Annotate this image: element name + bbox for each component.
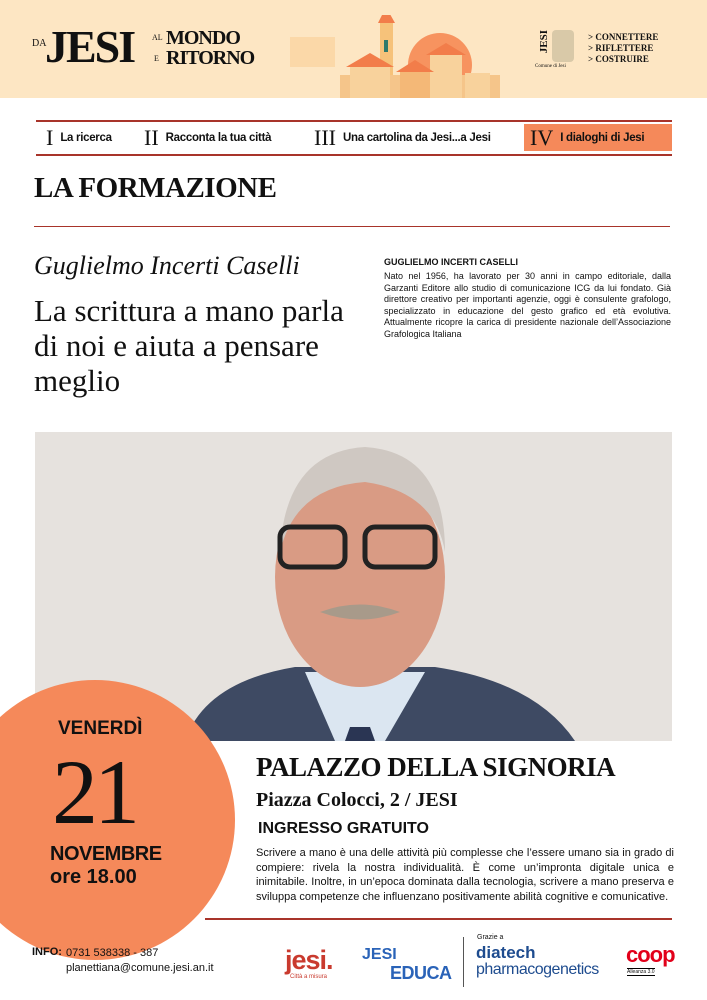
logo-coop-sub: Alleanza 3.0: [627, 969, 655, 975]
comune-logo-text: JESI: [538, 30, 550, 54]
talk-title: La scrittura a mano parla di noi e aiuta a pensare meglio: [34, 293, 344, 398]
info-label: INFO:: [32, 946, 62, 958]
divider: [463, 937, 464, 987]
divider: [34, 226, 670, 227]
header-e: E: [154, 54, 159, 63]
logo-pharmacogenetics: pharmacogenetics: [476, 961, 599, 978]
nav-item-la-ricerca[interactable]: [40, 124, 118, 151]
nav-label: I dialoghi di Jesi: [560, 131, 645, 144]
mottos: [588, 32, 658, 65]
lion-crest-icon: [552, 30, 574, 62]
date-time: ore 18.00: [50, 866, 137, 888]
nav-item-racconta[interactable]: [138, 124, 277, 151]
divider: [36, 120, 672, 122]
thanks-label: Grazie a: [477, 934, 504, 941]
logo-educa-top: JESI: [362, 946, 397, 963]
date-weekday: VENERDÌ: [58, 718, 143, 739]
motto: > RIFLETTERE: [588, 43, 654, 53]
logo-jesi-sub: Città a misura: [290, 974, 328, 980]
nav-num: III: [314, 124, 336, 150]
motto: > CONNETTERE: [588, 32, 659, 42]
event-description: Scrivere a mano è una delle attività più complesse che l’essere umano sia in grado di compiere: rivela la nostra individualità. È come un’impronta digitale unica e inimitabile. Inoltre, in un’epoca dominata dalla tecnologia, scrivere a mano preserva e sviluppa competenze che influenzano positivamente abilità cognitive e comunicative.: [256, 847, 674, 903]
contact-info: [66, 946, 214, 976]
nav-num: I: [46, 124, 54, 150]
header-al: AL: [152, 33, 163, 42]
section-title: LA FORMAZIONE: [34, 172, 277, 204]
email-link[interactable]: planettiana@comune.jesi.an.it: [66, 962, 214, 974]
nav-num: IV: [530, 124, 554, 150]
comune-label: Comune di Jesi: [535, 64, 566, 69]
nav-label: Racconta la tua città: [165, 131, 272, 144]
town-illustration: [290, 15, 510, 98]
header-banner: [0, 0, 707, 98]
logo-coop: coop: [626, 942, 675, 967]
bio-name: GUGLIELMO INCERTI CASELLI: [384, 257, 518, 267]
header-da: DA: [32, 38, 47, 49]
date-month: NOVEMBRE: [50, 843, 162, 865]
venue-address: Piazza Colocci, 2 / JESI: [256, 789, 458, 811]
divider: [36, 154, 672, 156]
nav-item-cartolina[interactable]: [308, 124, 497, 151]
phone: 0731 538338 - 387: [66, 947, 159, 959]
speaker-bio: [384, 257, 671, 341]
header-ritorno: RITORNO: [166, 47, 255, 69]
speaker-name: Guglielmo Incerti Caselli: [34, 251, 300, 280]
nav-label: Una cartolina da Jesi...a Jesi: [342, 131, 491, 144]
motto: > COSTRUIRE: [588, 54, 649, 64]
venue-name: PALAZZO DELLA SIGNORIA: [256, 752, 616, 782]
date-day: 21: [52, 741, 136, 843]
entry-label: INGRESSO GRATUITO: [258, 820, 429, 837]
header-jesi: JESI: [45, 21, 135, 72]
bio-text: Nato nel 1956, ha lavorato per 30 anni in campo editoriale, dalla Garzanti Editore allo studio di comunicazione ICG da lui fondato. Già direttore creativo per importanti agenzie, oggi è consulente grafologo, specializzato in educazione del gesto grafico ed età evolutiva. Attualmente ricopre la carica di presidente nazionale dell’Associazione Grafologica Italiana: [384, 271, 671, 339]
header-mondo: MONDO: [166, 27, 240, 49]
nav-label: La ricerca: [60, 131, 112, 144]
divider: [205, 918, 672, 920]
logo-jesi: jesi.: [285, 945, 333, 975]
logo-diatech: diatech: [476, 943, 536, 962]
nav-num: II: [144, 124, 159, 150]
logo-educa: EDUCA: [390, 963, 452, 983]
nav-item-dialoghi[interactable]: [524, 124, 672, 151]
